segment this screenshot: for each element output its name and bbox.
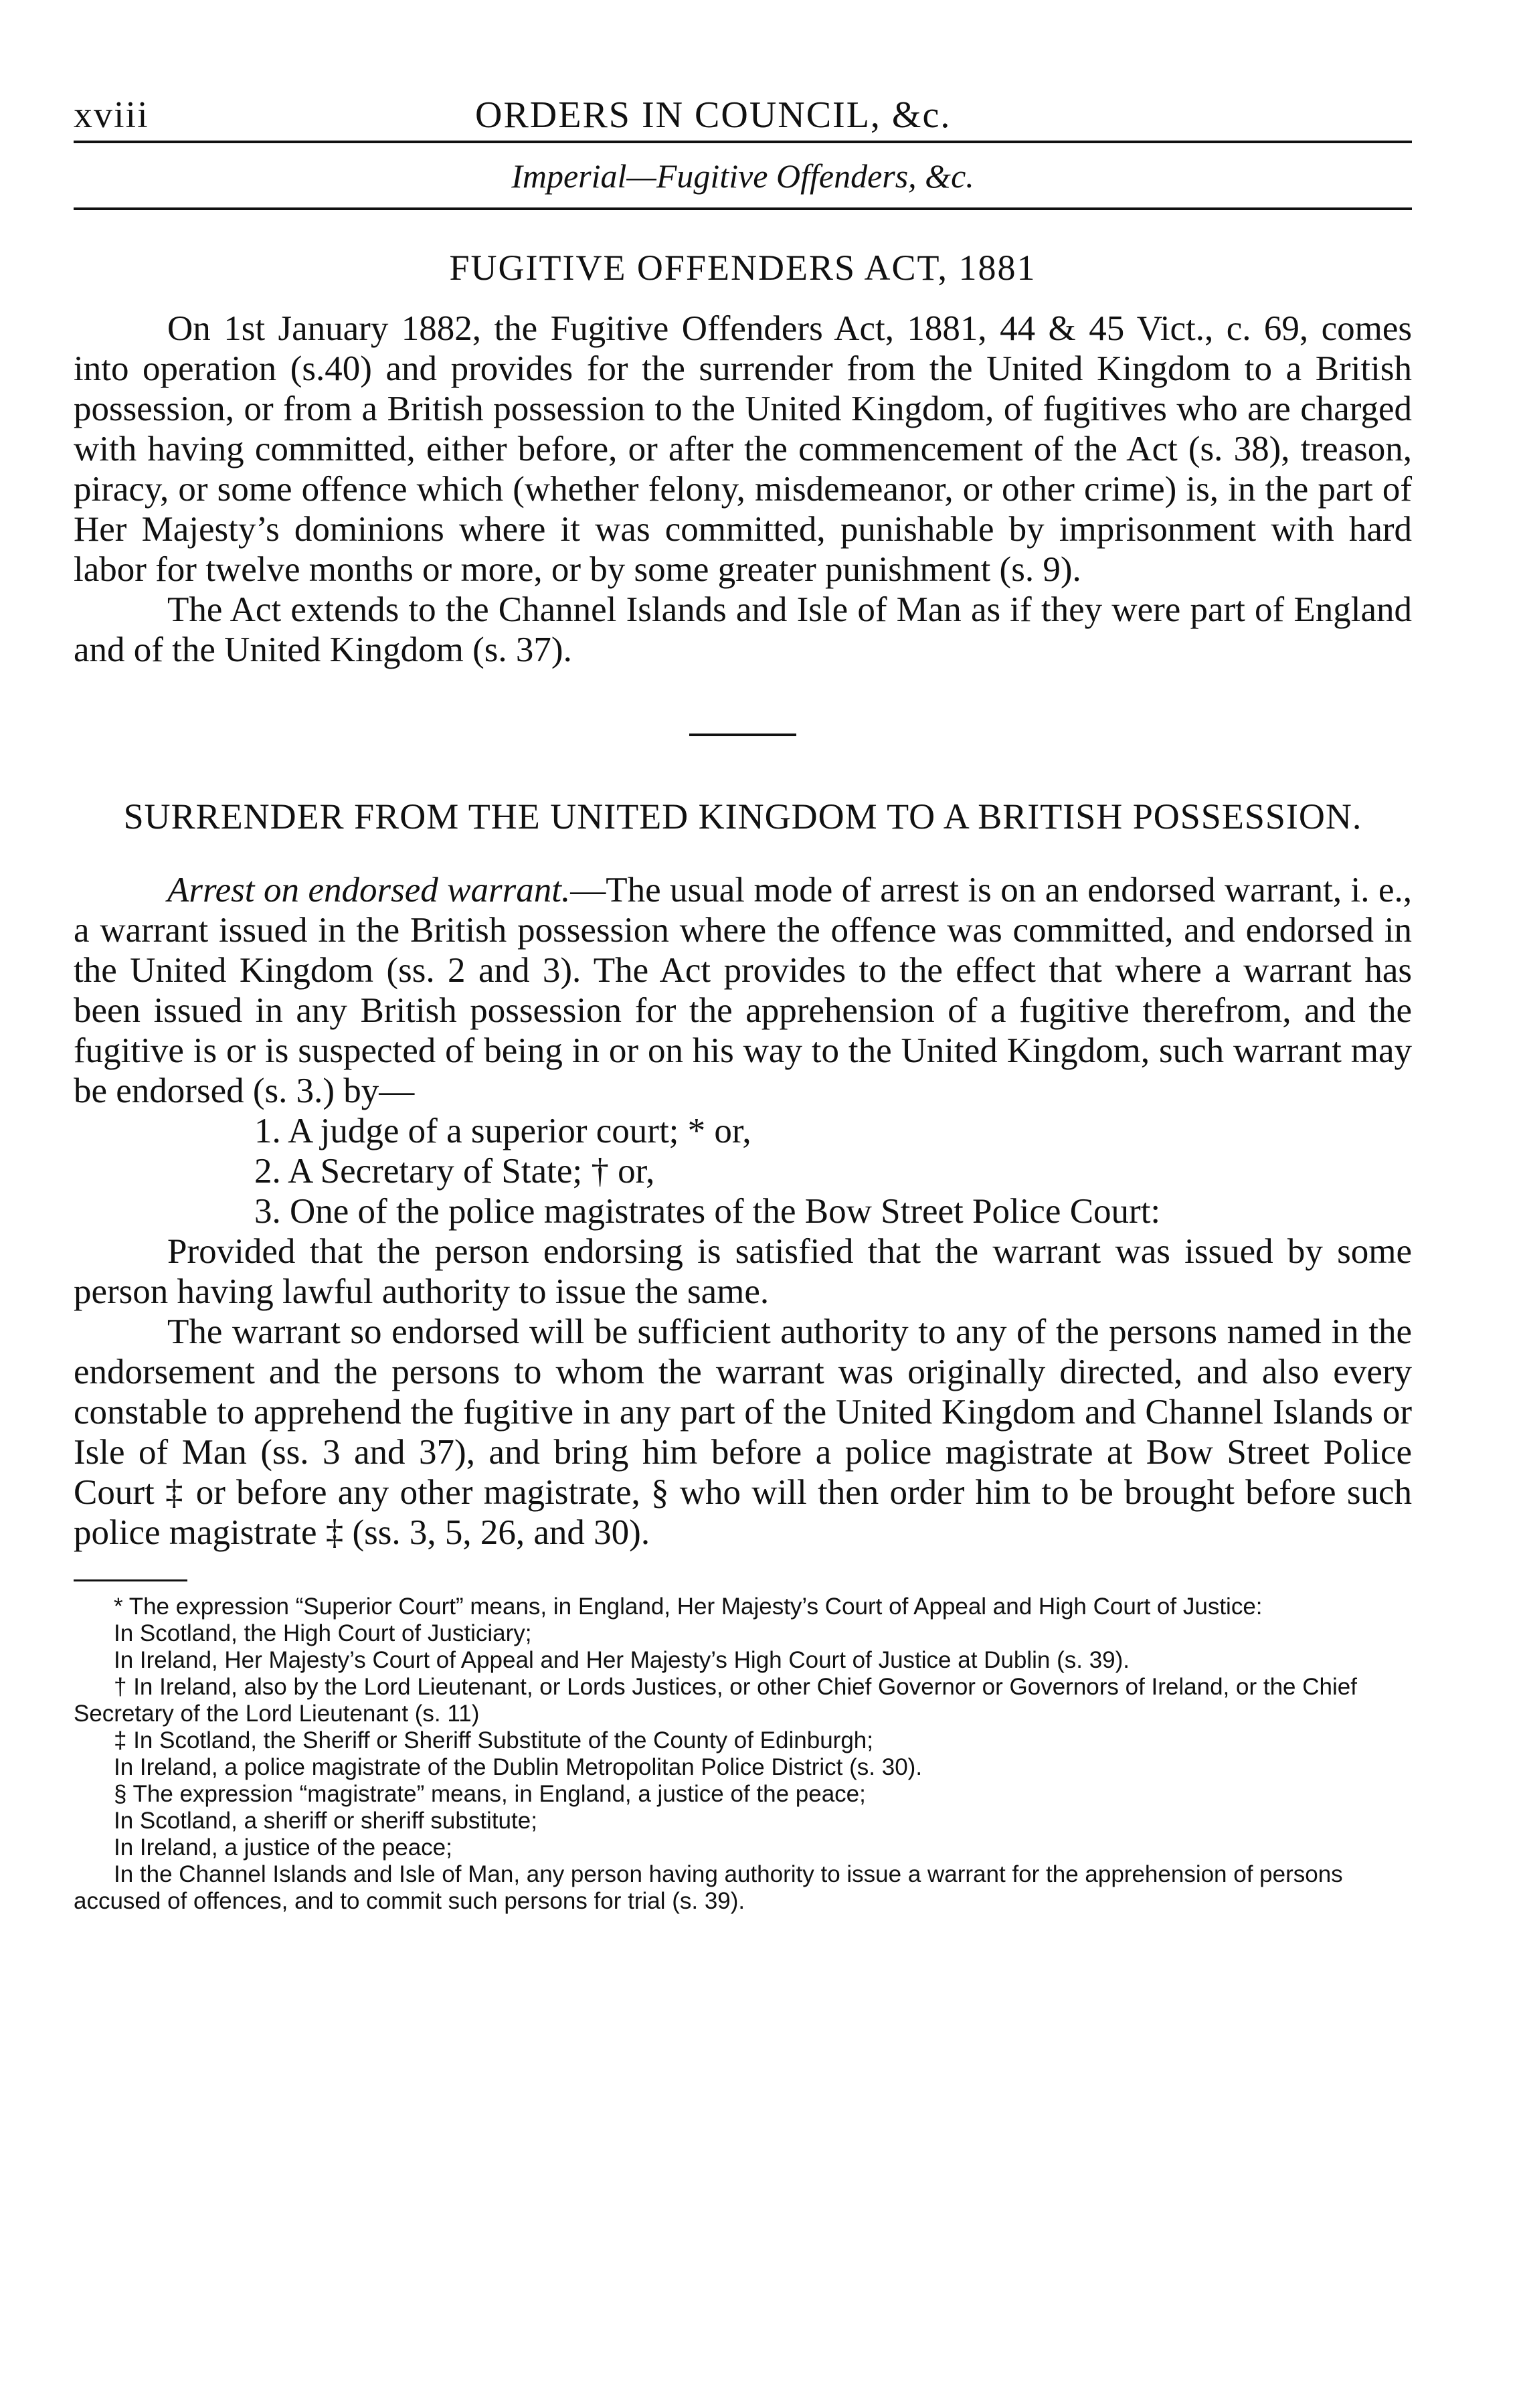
running-title: ORDERS IN COUNCIL, &c. <box>475 94 952 136</box>
intro-paragraph: The Act extends to the Channel Islands and Isle of Man as if they were part of England and of the United Kingdom (s. 37). <box>74 590 1412 669</box>
list-item: 3. One of the police magistrates of the Bow Street Police Court: <box>254 1192 1161 1231</box>
arrest-paragraph <box>74 870 1412 1111</box>
act-title: FUGITIVE OFFENDERS ACT, 1881 <box>449 248 1037 288</box>
footnote-channel-islands: In the Channel Islands and Isle of Man, any person having authority to issue a warrant for the apprehension of persons accused of offences, and to commit such persons for trial (s. 39). <box>74 1861 1343 1914</box>
section-title: SURRENDER FROM THE UNITED KINGDOM TO A BRITISH POSSESSION. <box>123 796 1362 837</box>
footnote-line: In Ireland, a justice of the peace; <box>114 1834 452 1861</box>
page-number: xviii <box>74 94 149 136</box>
section-subheading: Imperial—Fugitive Offenders, &c. <box>511 157 974 195</box>
list-item: 2. A Secretary of State; † or, <box>254 1152 655 1191</box>
endorser-list <box>74 1111 1412 1231</box>
footnote-ireland: † In Ireland, also by the Lord Lieutenant, or Lords Justices, or other Chief Governor or Governors of Ireland, or the Chief Secretary of the Lord Lieutenant (s. 11) <box>74 1674 1357 1727</box>
arrest-text: —The usual mode of arrest is on an endorsed warrant, i. e., a warrant issued in the British possession where the offence was committed, and endorsed in the United Kingdom (ss. 2 and 3). The Act provides to the effect that where a warrant has been issued in any British possession for the apprehension of a fugitive therefrom, and the fugitive is or is suspected of being in or on his way to the United Kingdom, such warrant may be endorsed (s. 3.) by— <box>74 871 1412 1110</box>
footnote-magistrate: § The expression “magistrate” means, in England, a justice of the peace; <box>114 1781 866 1807</box>
footnote-rule <box>74 1579 187 1581</box>
arrest-lead: Arrest on endorsed warrant. <box>167 871 571 910</box>
footnote-line: In Ireland, Her Majesty’s Court of Appeal and Her Majesty’s High Court of Justice at Dublin (s. 39). <box>114 1647 1130 1673</box>
footnote-superior-court: * The expression “Superior Court” means, in England, Her Majesty’s Court of Appeal and High Court of Justice: <box>114 1594 1263 1620</box>
footnote-line: In Ireland, a police magistrate of the Dublin Metropolitan Police District (s. 30). <box>114 1754 923 1780</box>
body-paragraph: Provided that the person endorsing is satisfied that the warrant was issued by some person having lawful authority to issue the same. <box>74 1232 1412 1311</box>
body-paragraph: The warrant so endorsed will be sufficient authority to any of the persons named in the endorsement and the persons to whom the warrant was originally directed, and also every constable to apprehend the fugitive in any part of the United Kingdom and Channel Islands or Isle of Man (ss. 3 and 37), and bring him before a police magistrate at Bow Street Police Court ‡ or before any other magistrate, § who will then order him to be brought before such police magistrate ‡ (ss. 3, 5, 26, and 30). <box>74 1312 1412 1552</box>
running-head <box>74 80 1412 141</box>
list-item: 1. A judge of a superior court; * or, <box>254 1112 751 1150</box>
intro-paragraph: On 1st January 1882, the Fugitive Offenders Act, 1881, 44 & 45 Vict., c. 69, comes into operation (s.40) and provides for the surrender from the United Kingdom to a British possession, or from a British possession to the United Kingdom, of fugitives who are charged with having committed, either before, or after the commencement of the Act (s. 38), treason, piracy, or some offence which (whether felony, misdemeanor, or other crime) is, in the part of Her Majesty’s dominions where it was committed, punishable by imprisonment with hard labor for twelve months or more, or by some greater punishment (s. 9). <box>74 309 1412 589</box>
header-rule-bottom <box>74 207 1412 210</box>
footnote-line: In Scotland, a sheriff or sheriff substitute; <box>114 1808 537 1834</box>
page <box>74 80 1412 1915</box>
section-divider <box>689 734 796 736</box>
footnotes <box>74 1594 1412 1915</box>
footnote-scotland: ‡ In Scotland, the Sheriff or Sheriff Substitute of the County of Edinburgh; <box>114 1727 873 1753</box>
footnote-line: In Scotland, the High Court of Justiciary; <box>114 1620 532 1646</box>
